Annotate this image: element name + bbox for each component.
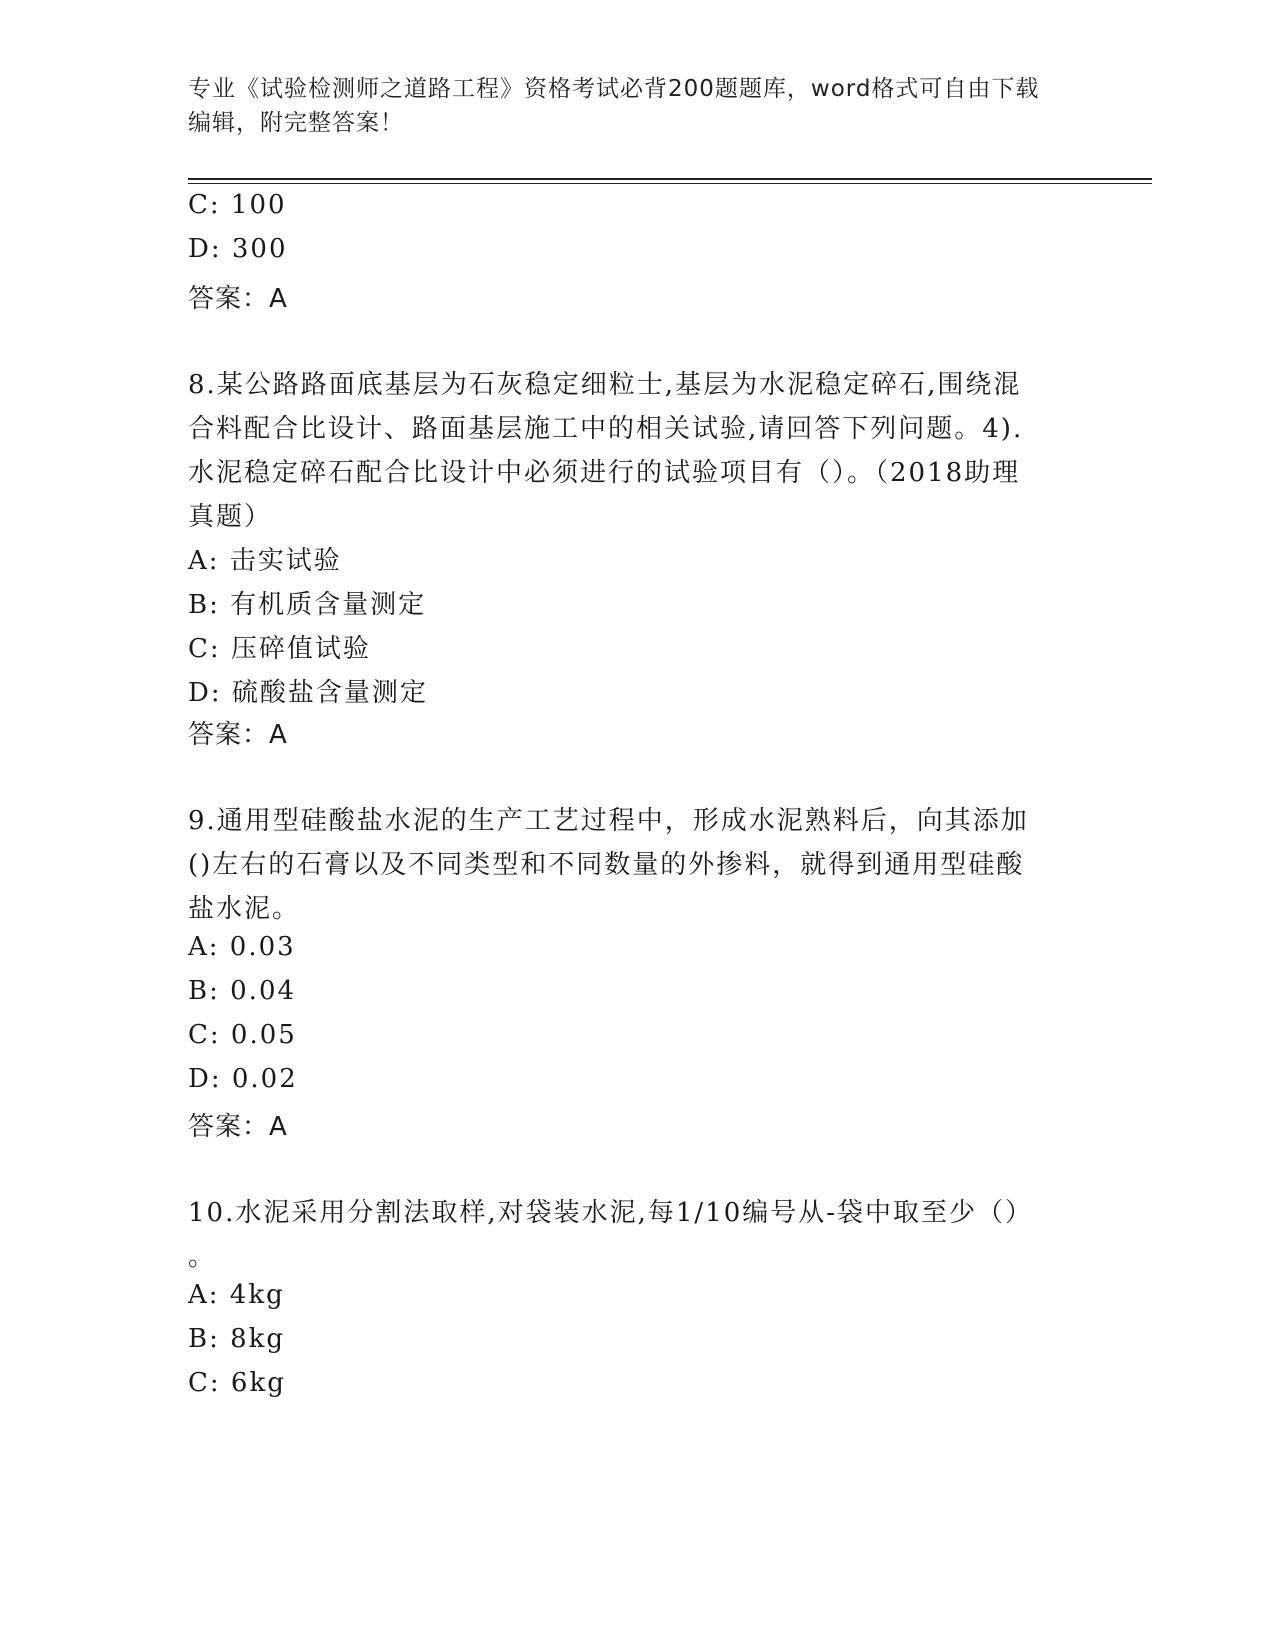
- answer-label: 答案：A: [188, 720, 288, 750]
- option-a: A: 击实试验: [188, 546, 342, 576]
- option-c: C: 0.05: [188, 1020, 297, 1050]
- option-b: B: 0.04: [188, 976, 297, 1006]
- question-9-line-2: ()左右的石膏以及不同类型和不同数量的外掺料，就得到通用型硅酸: [188, 850, 1025, 880]
- option-c: C: 压碎值试验: [188, 634, 371, 664]
- option-d: D: 300: [188, 234, 288, 264]
- option-c: C: 100: [188, 190, 287, 220]
- question-8-line-2: 合料配合比设计、路面基层施工中的相关试验,请回答下列问题。4).: [188, 414, 1024, 444]
- page-header: [188, 72, 1068, 140]
- option-d: D: 硫酸盐含量测定: [188, 678, 428, 708]
- option-c: C: 6kg: [188, 1368, 286, 1398]
- question-10-line-2: 。: [188, 1242, 217, 1272]
- header-line-1: 专业《试验检测师之道路工程》资格考试必背200题题库，word格式可自由下载: [188, 76, 1040, 102]
- question-9-line-1: 9.通用型硅酸盐水泥的生产工艺过程中，形成水泥熟料后，向其添加: [188, 806, 1029, 836]
- header-rule-thick: [188, 178, 1152, 180]
- question-8-line-3: 水泥稳定碎石配合比设计中必须进行的试验项目有（）。（2018助理: [188, 458, 1021, 488]
- header-rule-thin: [188, 183, 1152, 184]
- option-d: D: 0.02: [188, 1064, 298, 1094]
- question-8-line-1: 8.某公路路面底基层为石灰稳定细粒士,基层为水泥稳定碎石,围绕混: [188, 370, 1022, 400]
- question-10-line-1: 10.水泥采用分割法取样,对袋装水泥,每1/10编号从-袋中取至少（）: [188, 1198, 1034, 1228]
- answer-label: 答案：A: [188, 284, 288, 314]
- option-a: A: 0.03: [188, 932, 296, 962]
- option-a: A: 4kg: [188, 1280, 285, 1310]
- option-b: B: 8kg: [188, 1324, 286, 1354]
- header-line-2: 编辑，附完整答案！: [188, 110, 404, 136]
- question-8-line-4: 真题）: [188, 502, 273, 532]
- question-9-line-3: 盐水泥。: [188, 894, 301, 924]
- answer-label: 答案：A: [188, 1112, 288, 1142]
- option-b: B: 有机质含量测定: [188, 590, 427, 620]
